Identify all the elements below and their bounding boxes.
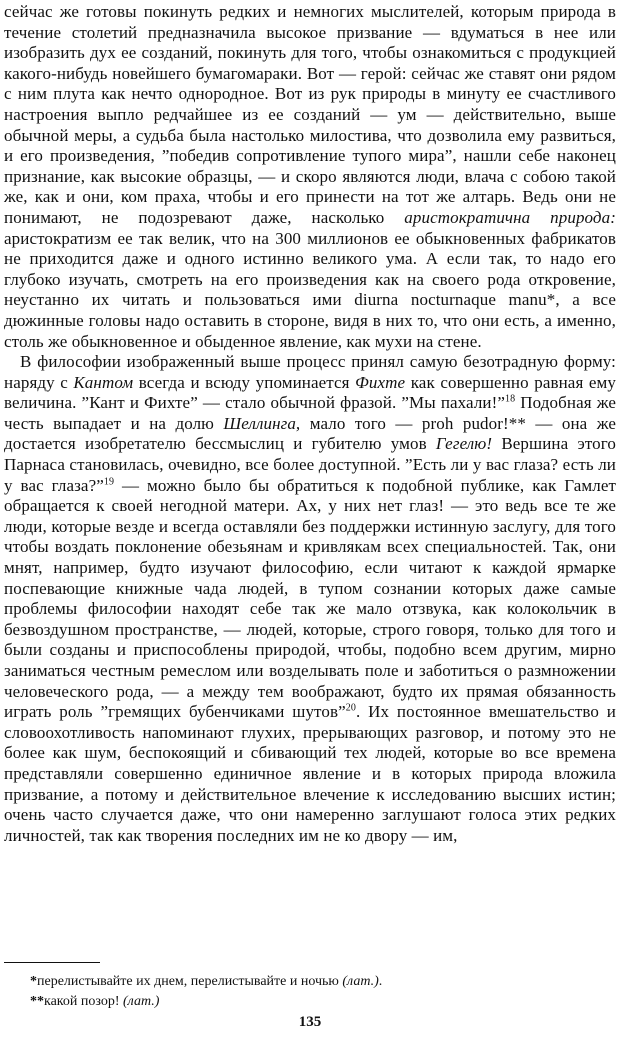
text-run: . Их постоянное вмешательство и словоохотливость напоминают глухих, прерывающих разговор, и потому это не более как шум, беспокоящий и сбивающий тех людей, которые во все времена представляли совершенно единичное явление и в которых природа вложила призвание, а потому и действительное влечение к исследованию высших истин; очень часто случается даже, что они намеренно заглушают голоса этих редких личностей, так как творения последних им не ко двору — им,: [4, 702, 616, 845]
text-run: — можно было бы обратиться к подобной публике, как Гамлет обращается к своей негодной матери. Ах, у них нет глаз! — это ведь все те же люди, которые везде и всегда оставляли без поддержки истинную заслугу, для того чтобы воздать поклонение обезьянам и кривлякам всех специальностей. Так, они мнят, например, будто изучают философию, если читают к каждой ярмарке поспевающие книжные чада людей, в тупом сознании которых даже самые проблемы философии находят себе так же мало отзвука, как колокольчик в безвоздушном пространстве, — людей, которые, строго говоря, только для того и были созданы и приспособлены природой, чтобы, подобно всем другим, мирно заниматься честным ремеслом или возделывать поле и заботиться о размножении человеческого рода, — а между тем воображают, будто их прямая обязанность играть роль ”гремящих бубенчиками шутов”: [4, 475, 616, 722]
text-run: Вершина этого Парнаса становилась, очевидно, все более доступной. ”Есть ли у вас глаза? есть ли у вас глаза?”: [4, 434, 617, 495]
footnotes: [30, 972, 590, 1012]
text-run: Подобная же честь выпадает и на долю: [4, 393, 616, 433]
emphasis-text: Гегелю!: [435, 434, 493, 454]
footnote-marker: **: [30, 994, 44, 1009]
emphasis-text: аристократична природа:: [404, 207, 616, 227]
text-run: как совершенно равная ему величина. ”Кант и Фихте” — стало обычной фразой. ”Мы пахали!”: [4, 372, 616, 413]
text-run: В философии изображенный выше процесс принял самую безотрадную форму: наряду с: [4, 352, 616, 392]
footnote-tail: .: [378, 974, 383, 989]
text-run: аристократизм ее так велик, что на 300 миллионов ее обыкновенных фабрикатов не приходится даже и одного истинно великого ума. А если так, то надо его глубоко изучать, смотреть на его произведения как на своего рода откровение, неустанно их читать и пользоваться ими diurna nocturnaque manu*, а все дюжинные головы надо оставить в стороне, видя в них то, что они есть, а именно, столь же обыкновенное и обыденное явление, как мухи на стене.: [4, 228, 616, 351]
footnote-language: (лат.): [342, 974, 379, 989]
footnote-text: какой позор!: [44, 994, 123, 1009]
footnote-divider: [4, 962, 100, 963]
footnote-marker: *: [30, 974, 37, 989]
footnote-text: перелистывайте их днем, перелистывайте и ночью: [37, 974, 343, 989]
text-run: мало того — proh pudor!** — она же достается изобретателю бессмыслиц и губителю умов: [4, 413, 616, 454]
footnote-ref: 19: [103, 476, 115, 487]
paragraph: [4, 2, 616, 352]
paragraph: [4, 352, 616, 846]
body-text: [4, 2, 616, 846]
footnote: [30, 972, 590, 992]
page-number: 135: [298, 1014, 322, 1030]
text-run: сейчас же готовы покинуть редких и немногих мыслителей, которым природа в течение столетий предназначила высокое призвание — вдуматься в нее или изобразить дух ее созданий, покинуть для того, чтобы ознакомиться с продукцией какого-нибудь новейшего бумагомараки. Вот — герой: сейчас же ставят они рядом с ним плута как нечто однородное. Вот из рук природы в минуту ее счастливого настроения выпло редчайшее из ее созданий — ум — действительно, выше обычной меры, а судьба была настолько милостива, что дозволила ему развиться, и его произведения, ”победив сопротивление тупого мира”, нашли себе наконец признание, как высокие образцы, — и скоро являются люди, влача с собою такой же, как и они, ком праха, чтобы и его принести на тот же алтарь. Ведь они не понимают, не подозревают даже, насколько: [4, 2, 616, 227]
emphasis-text: Шеллинга,: [223, 413, 301, 433]
emphasis-text: Кантом: [73, 372, 134, 392]
emphasis-text: Фихте: [355, 372, 406, 392]
footnote: [30, 992, 590, 1012]
footnote-ref: 20: [345, 702, 356, 714]
text-run: всегда и всюду упоминается: [133, 372, 356, 392]
footnote-language: (лат.): [123, 994, 160, 1009]
footnote-ref: 18: [505, 393, 516, 405]
